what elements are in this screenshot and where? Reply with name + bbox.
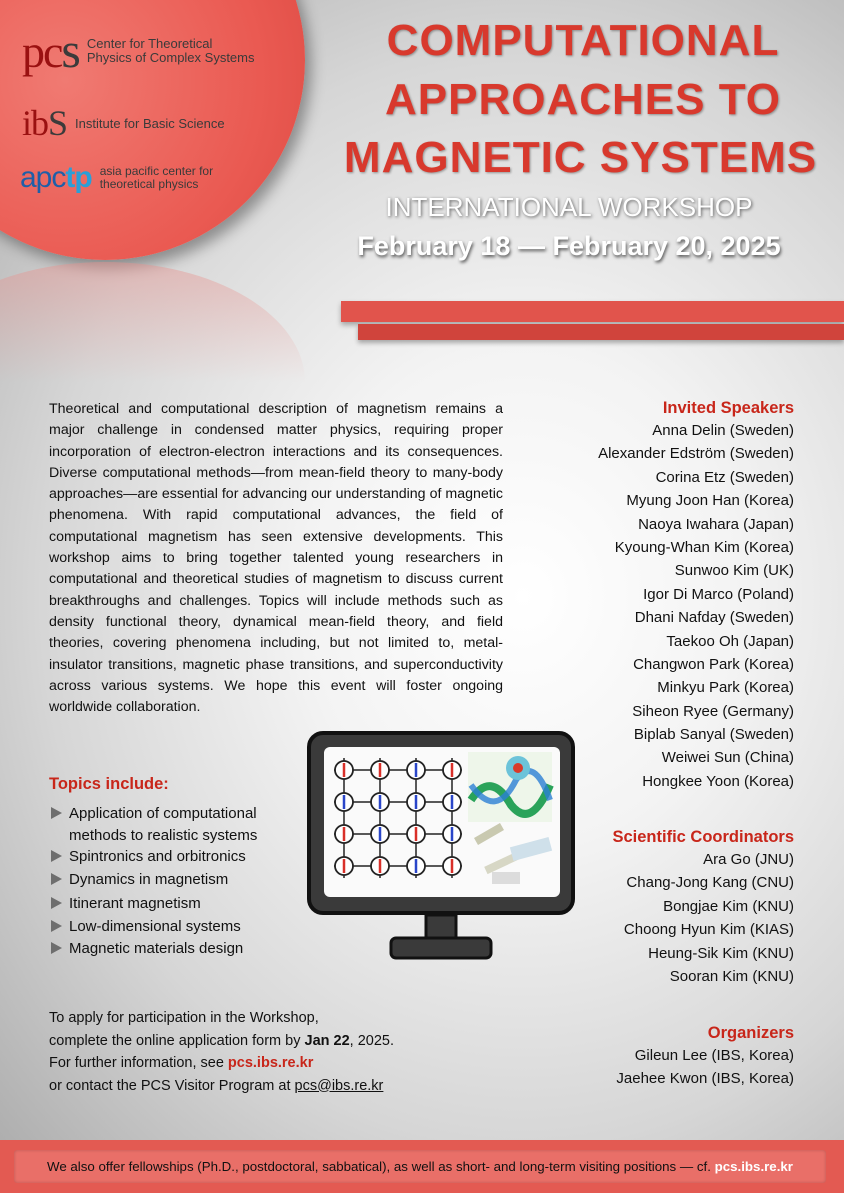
invited-speaker: Alexander Edström (Sweden) — [598, 445, 794, 463]
topic-label: Magnetic materials design — [69, 940, 244, 957]
coordinator: Bongjae Kim (KNU) — [663, 897, 794, 915]
title-line-3: MAGNETIC SYSTEMS — [343, 133, 818, 182]
title-line-2: APPROACHES TO — [384, 75, 782, 124]
bullet-triangle-icon — [51, 807, 62, 819]
topic-item — [49, 938, 329, 960]
topic-item — [49, 803, 284, 847]
website-link[interactable]: pcs.ibs.re.kr — [227, 1055, 314, 1071]
organizer: Gileun Lee (IBS, Korea) — [634, 1047, 794, 1064]
coordinator: Heung-Sik Kim (KNU) — [648, 944, 794, 962]
ibs-logo-mark: ibS — [22, 103, 68, 143]
apctp-logo-mark: apctp — [20, 161, 92, 194]
contact-line-1: To apply for participation in the Workshop, — [49, 1010, 319, 1026]
topic-item — [49, 893, 329, 915]
invited-speaker: Myung Joon Han (Korea) — [626, 492, 794, 510]
subtitle: INTERNATIONAL WORKSHOP — [385, 192, 753, 222]
monitor-illustration — [306, 730, 576, 970]
apctp-logo-line2: theoretical physics — [99, 177, 199, 191]
coordinators-list — [624, 848, 794, 988]
invited-speaker: Corina Etz (Sweden) — [655, 468, 794, 486]
invited-speaker: Minkyu Park (Korea) — [657, 679, 794, 697]
red-divider-bar-lower — [358, 324, 844, 340]
coordinator: Choong Hyun Kim (KIAS) — [623, 921, 794, 939]
pcs-logo-mark: pcs — [22, 22, 79, 78]
topic-label: Itinerant magnetism — [69, 895, 201, 912]
organizer: Jaehee Kwon (IBS, Korea) — [616, 1070, 794, 1088]
contact-info — [49, 1007, 394, 1097]
invited-speaker: Weiwei Sun (China) — [661, 749, 794, 767]
apctp-logo-line1: asia pacific center for — [99, 164, 214, 178]
band-structure-figure — [468, 752, 552, 822]
invited-speakers-list — [598, 419, 794, 793]
invited-speaker: Taekoo Oh (Japan) — [666, 632, 794, 650]
invited-speakers-heading: Invited Speakers — [662, 399, 794, 417]
apctp-logo — [20, 163, 213, 193]
topic-item — [49, 916, 329, 938]
invited-speaker: Hongkee Yoon (Korea) — [642, 772, 794, 790]
invited-speaker: Dhani Nafday (Sweden) — [634, 609, 794, 627]
bullet-triangle-icon — [51, 873, 62, 885]
topic-item — [49, 869, 329, 891]
bullet-triangle-icon — [51, 897, 62, 909]
monitor-neck — [426, 915, 456, 939]
coordinator: Ara Go (JNU) — [703, 851, 794, 868]
workshop-description: Theoretical and computational description of magnetism remains a major challenge in condensed matter physics, requiring proper incorporation of electron-electron interactions and its consequences. Diverse computational methods—from mean-field theory to many-body approaches—are essential for advancing our understanding of magnetic phenomena. With rapid computational advances, the field of computational magnetism has seen extensive developments. This workshop aims to bring together talented young researchers in computational and theoretical studies of magnetism to discuss current breakthroughs and challenges. Topics will include methods such as density functional theory, dynamical mean-field theory, and field theories, covering phenomena including, but not limited to, metal-insulator transitions, magnetic phase transitions, and superconductivity across various systems. We hope this event will foster ongoing worldwide collaboration. — [49, 401, 503, 716]
footer-notice — [14, 1150, 826, 1183]
contact-line-2: complete the online application form by Jan 22, 2025. — [49, 1032, 395, 1049]
title-line-1: COMPUTATIONAL — [386, 16, 780, 65]
contact-line-4: or contact the PCS Visitor Program at pcs@ibs.re.kr — [49, 1077, 384, 1094]
coordinator: Chang-Jong Kang (CNU) — [626, 874, 794, 892]
topic-label: Spintronics and orbitronics — [69, 848, 246, 865]
invited-speaker: Anna Delin (Sweden) — [652, 422, 794, 439]
footer-text: We also offer fellowships (Ph.D., postdoctoral, sabbatical), as well as short- and long-term visiting positions — cf. — [47, 1159, 715, 1174]
workshop-dates: February 18 — February 20, 2025 — [357, 231, 781, 261]
bullet-triangle-icon — [51, 850, 62, 862]
invited-speaker: Biplab Sanyal (Sweden) — [633, 726, 794, 744]
pcs-logo — [22, 22, 255, 78]
invited-speaker: Siheon Ryee (Germany) — [632, 702, 794, 720]
monitor-base — [391, 938, 491, 958]
topic-item — [49, 846, 329, 868]
footer-link[interactable]: pcs.ibs.re.kr — [714, 1159, 793, 1174]
topic-label: Low-dimensional systems — [69, 918, 241, 935]
red-divider-bar-upper — [341, 301, 844, 322]
logo-circle-reflection — [0, 262, 305, 382]
invited-speaker: Kyoung-Whan Kim (Korea) — [614, 538, 794, 556]
invited-speaker: Sunwoo Kim (UK) — [674, 562, 794, 580]
bullet-triangle-icon — [51, 920, 62, 932]
invited-speaker: Changwon Park (Korea) — [633, 655, 794, 673]
ibs-logo — [22, 105, 225, 141]
ibs-logo-text: Institute for Basic Science — [75, 115, 225, 131]
email-link[interactable]: pcs@ibs.re.kr — [294, 1077, 384, 1094]
deadline: Jan 22 — [304, 1032, 350, 1049]
invited-speaker: Naoya Iwahara (Japan) — [638, 515, 794, 533]
topic-label: Application of computational methods to realistic systems — [69, 805, 258, 844]
pcs-logo-line2: Physics of Complex Systems — [86, 50, 255, 65]
organizers-list — [616, 1044, 794, 1091]
bullet-triangle-icon — [51, 942, 62, 954]
coordinators-heading: Scientific Coordinators — [612, 828, 794, 846]
organizers-heading: Organizers — [707, 1024, 794, 1042]
contact-line-3: For further information, see pcs.ibs.re.kr — [49, 1055, 314, 1071]
pcs-logo-line1: Center for Theoretical — [86, 36, 213, 51]
topic-label: Dynamics in magnetism — [69, 871, 229, 888]
invited-speaker: Igor Di Marco (Poland) — [643, 585, 794, 603]
topics-heading: Topics include: — [49, 775, 169, 793]
coordinator: Sooran Kim (KNU) — [669, 967, 794, 985]
